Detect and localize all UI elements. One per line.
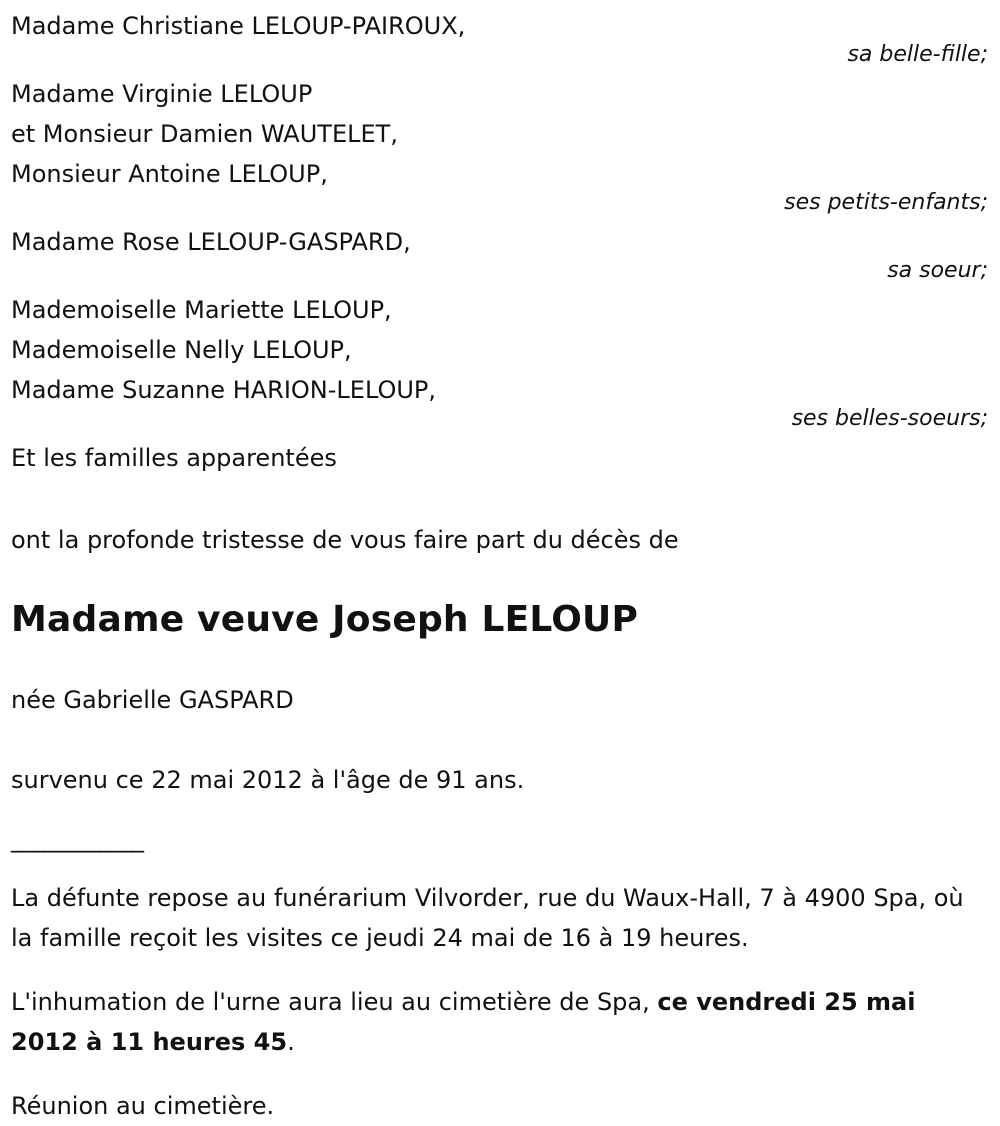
burial-datetime: ce vendredi 25 mai 2012 à 11 heures 45	[11, 988, 916, 1056]
family-member-name: Madame Virginie LELOUP	[11, 80, 313, 108]
family-member-name: Mademoiselle Mariette LELOUP,	[11, 296, 392, 324]
birth-name: née Gabrielle GASPARD	[11, 686, 294, 714]
burial-suffix: .	[287, 1028, 295, 1056]
family-member-name: Madame Rose LELOUP-GASPARD,	[11, 228, 411, 256]
announcement-text: ont la profonde tristesse de vous faire part du décès de	[11, 526, 679, 554]
family-member-name: Madame Christiane LELOUP-PAIROUX,	[11, 12, 466, 40]
deceased-name: Madame veuve Joseph LELOUP	[11, 599, 639, 640]
family-role-label: ses petits-enfants;	[784, 190, 988, 215]
family-member-name: et Monsieur Damien WAUTELET,	[11, 120, 398, 148]
burial-text: L'inhumation de l'urne aura lieu au cimetière de Spa,	[11, 988, 658, 1016]
family-group-sisters-in-law	[11, 290, 990, 434]
burial-details	[11, 982, 990, 1062]
death-date: survenu ce 22 mai 2012 à l'âge de 91 ans.	[11, 766, 525, 794]
family-group-daughter-in-law	[11, 0, 990, 70]
family-group-related	[11, 438, 990, 478]
separator-line: ____________	[11, 825, 143, 853]
meeting-details: Réunion au cimetière.	[11, 1092, 275, 1120]
rest-details: La défunte repose au funérarium Vilvorder, rue du Waux-Hall, 7 à 4900 Spa, où la famille reçoit les visites ce jeudi 24 mai de 16 à 19 heures.	[11, 884, 964, 952]
family-role-label: sa soeur;	[887, 258, 988, 283]
family-group-grandchildren	[11, 74, 990, 218]
family-member-name: Mademoiselle Nelly LELOUP,	[11, 336, 352, 364]
family-member-name: Madame Suzanne HARION-LELOUP,	[11, 376, 437, 404]
family-role-label: sa belle-fille;	[847, 42, 988, 67]
family-group-sister	[11, 222, 990, 286]
family-role-label: ses belles-soeurs;	[791, 406, 988, 431]
family-member-name: Et les familles apparentées	[11, 444, 337, 472]
family-member-name: Monsieur Antoine LELOUP,	[11, 160, 328, 188]
